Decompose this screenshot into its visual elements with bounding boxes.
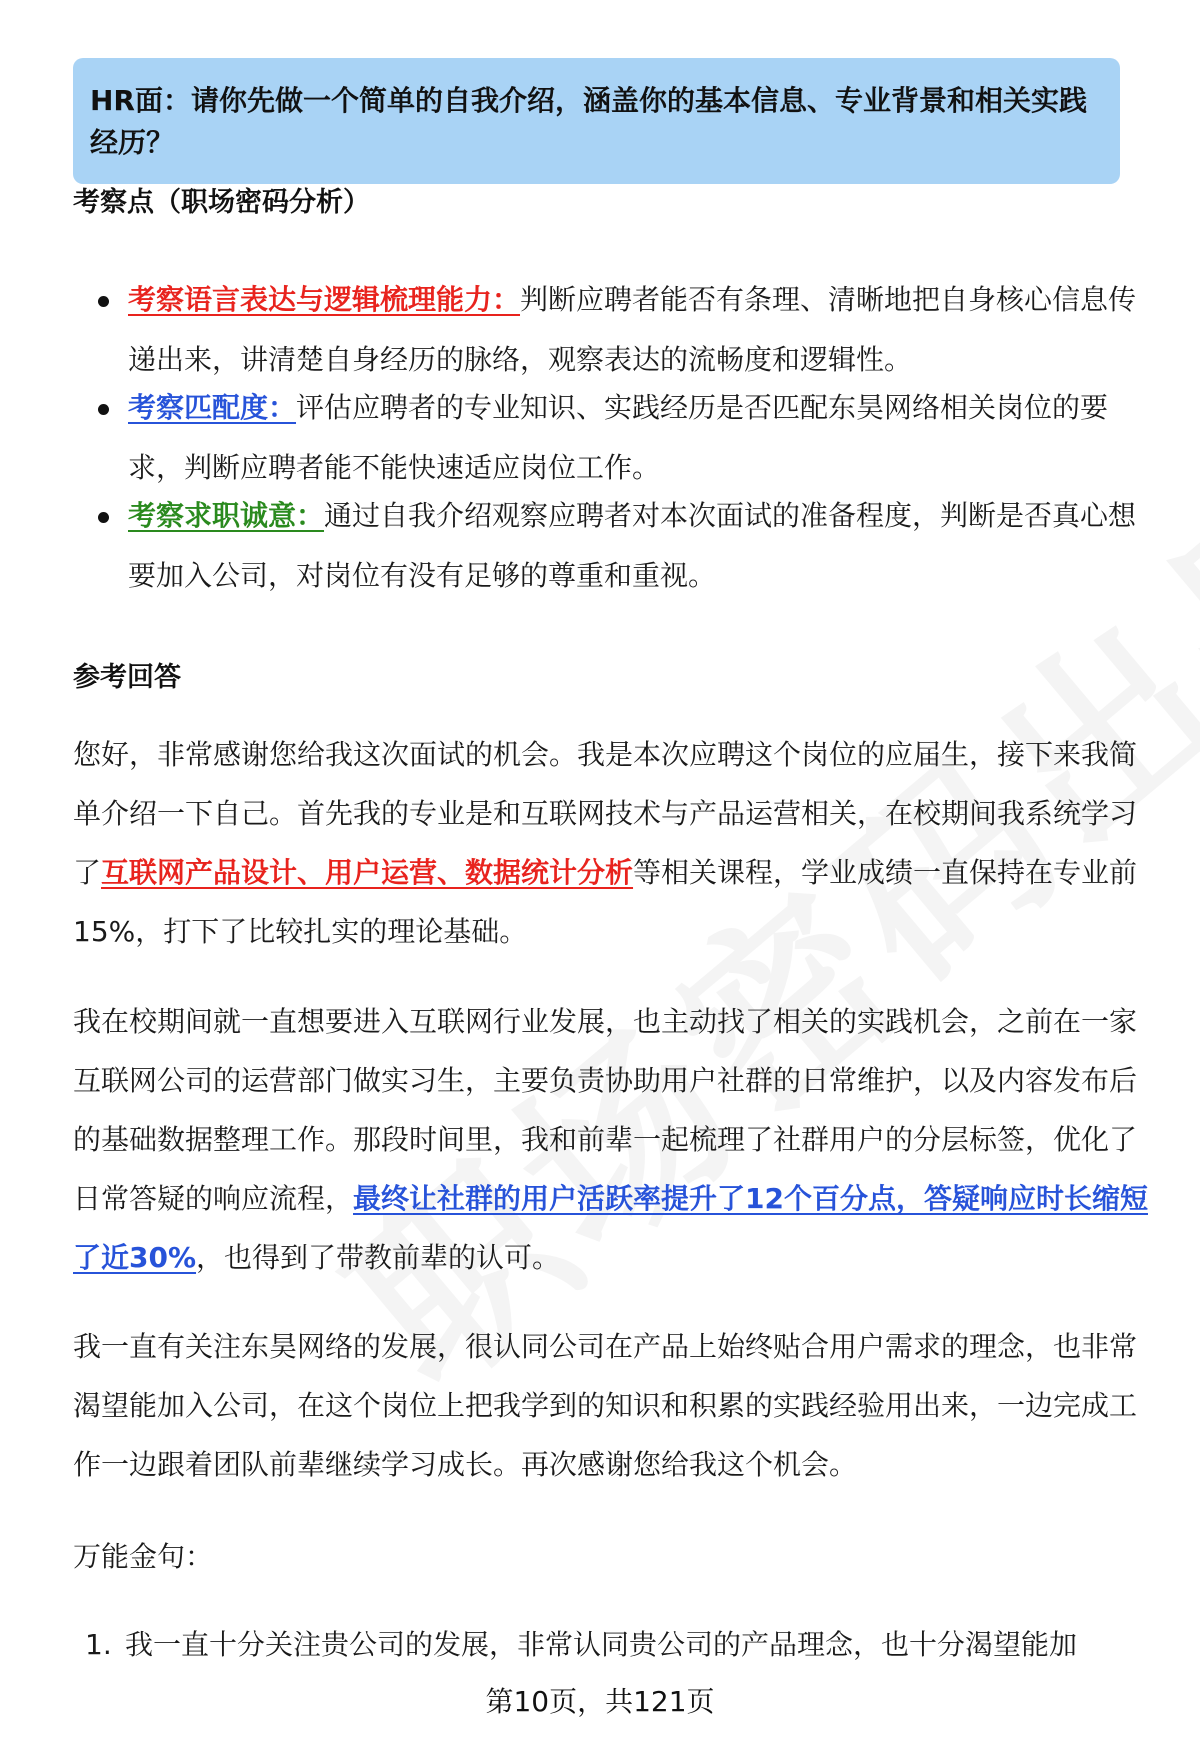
- analysis-text: 判断应聘者能否有条理、清晰地把自身核心信息传递出来，讲清楚自身经历的脉络，观察表达的流畅度和逻辑性。: [128, 283, 1137, 376]
- page-footer: 第10页，共121页: [485, 1685, 715, 1718]
- golden-title: 万能金句：: [73, 1540, 214, 1573]
- bullet-dot: [98, 404, 109, 415]
- answer-paragraph-2: [73, 992, 1153, 1287]
- question-box: [73, 58, 1120, 184]
- analysis-text: 评估应聘者的专业知识、实践经历是否匹配东昊网络相关岗位的要求，判断应聘者能不能快速适应岗位工作。: [128, 391, 1109, 484]
- bullet-dot: [98, 296, 109, 307]
- analysis-item: [73, 270, 1148, 390]
- analysis-keyword: 考察语言表达与逻辑梳理能力：: [128, 283, 521, 316]
- answer-title: 参考回答: [73, 662, 181, 693]
- answer-text: 您好，非常感谢您给我这次面试的机会。我是本次应聘这个岗位的应届生，接下来我简单介绍一下自己。首先我的专业是和互联网技术与产品运营相关，在校期间我系统学习了: [73, 738, 1138, 889]
- answer-highlight: 最终让社群的用户活跃率提升了12个百分点，答疑响应时长缩短了近30%: [73, 1182, 1148, 1274]
- golden-item-number: 1.: [85, 1628, 112, 1661]
- analysis-item: [73, 486, 1148, 606]
- answer-paragraph-3: 我一直有关注东昊网络的发展，很认同公司在产品上始终贴合用户需求的理念，也非常渴望能加入公司，在这个岗位上把我学到的知识和积累的实践经验用出来，一边完成工作一边跟着团队前辈继续学习成长。再次感谢您给我这个机会。: [73, 1330, 1138, 1481]
- analysis-keyword: 考察求职诚意：: [128, 499, 325, 532]
- bullet-dot: [98, 512, 109, 523]
- answer-text: 等相关课程，学业成绩一直保持在专业前15%，打下了比较扎实的理论基础。: [73, 856, 1138, 948]
- golden-item-text: 我一直十分关注贵公司的发展，非常认同贵公司的产品理念，也十分渴望能加: [125, 1628, 1078, 1661]
- analysis-list: [73, 270, 1148, 606]
- analysis-item: [73, 378, 1148, 498]
- analysis-title: 考察点（职场密码分析）: [73, 187, 370, 218]
- answer-text: ，也得到了带教前辈的认可。: [196, 1241, 561, 1274]
- question-text: HR面：请你先做一个简单的自我介绍，涵盖你的基本信息、专业背景和相关实践经历？: [90, 84, 1087, 159]
- answer-highlight: 互联网产品设计、用户运营、数据统计分析: [101, 856, 634, 889]
- analysis-text: 通过自我介绍观察应聘者对本次面试的准备程度，判断是否真心想要加入公司，对岗位有没有足够的尊重和重视。: [128, 499, 1137, 592]
- analysis-keyword: 考察匹配度：: [128, 391, 297, 424]
- answer-paragraph-1: [73, 725, 1153, 961]
- answer-text: 我在校期间就一直想要进入互联网行业发展，也主动找了相关的实践机会，之前在一家互联网公司的运营部门做实习生，主要负责协助用户社群的日常维护，以及内容发布后的基础数据整理工作。那段时间里，我和前辈一起梳理了社群用户的分层标签，优化了日常答疑的响应流程，: [73, 1005, 1138, 1215]
- golden-item: [73, 1620, 1153, 1670]
